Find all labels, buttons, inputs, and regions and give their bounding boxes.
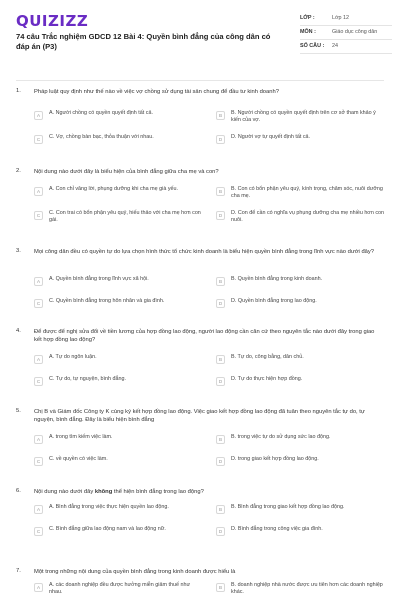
option-c[interactable] xyxy=(34,376,204,386)
option-letter-box: C xyxy=(34,377,43,386)
option-text: D. Bình đẳng trong công việc gia đình. xyxy=(231,526,323,532)
option-b[interactable] xyxy=(216,582,386,596)
option-letter-box: A xyxy=(34,277,43,286)
option-letter-box: B xyxy=(216,505,225,514)
quizizz-logo[interactable]: QUIZIZZ xyxy=(16,12,89,30)
meta-label: LỚP : xyxy=(300,15,315,21)
question-text: Chị B và Giám đốc Công ty K cùng ký kết hợp đồng lao động. Việc giao kết hợp đồng lao động đã tuân theo nguyên tắc tự do, tự nguyện, bình đẳng. Đây là biểu hiện bình đẳng xyxy=(34,409,365,423)
option-text: D. Quyền bình đẳng trong lao động. xyxy=(231,298,317,304)
question-number: 3. xyxy=(16,248,21,254)
option-a[interactable] xyxy=(34,276,204,286)
option-c[interactable] xyxy=(34,210,204,224)
option-text: B. Quyền bình đẳng trong kinh doanh. xyxy=(231,276,323,282)
option-b[interactable] xyxy=(216,504,386,514)
option-text: C. Con trai có bổn phận yêu quý, hiếu thảo với cha mẹ hơn con gái. xyxy=(49,210,201,223)
question-number: 1. xyxy=(16,88,21,94)
option-text: A. Tự do ngôn luận. xyxy=(49,354,97,360)
option-letter-box: B xyxy=(216,355,225,364)
option-d[interactable] xyxy=(216,298,386,308)
option-letter-box: D xyxy=(216,211,225,220)
question-number: 5. xyxy=(16,408,21,414)
option-letter-box: D xyxy=(216,457,225,466)
option-letter-box: C xyxy=(34,299,43,308)
question-list xyxy=(16,82,386,600)
option-b[interactable] xyxy=(216,434,386,444)
option-d[interactable] xyxy=(216,134,386,144)
question-1 xyxy=(16,82,386,162)
meta-label: MÔN : xyxy=(300,29,316,35)
question-7 xyxy=(16,562,386,600)
option-letter-box: C xyxy=(34,457,43,466)
option-letter-box: B xyxy=(216,435,225,444)
question-text: Để được để nghị sửa đổi về tiền lương của hợp đồng lao động, người lao động cần căn cứ theo nguyên tắc nào dưới đây trong giao kết hợp đồng lao động? xyxy=(34,329,375,343)
option-text: D. Tự do thực hiện hợp đồng. xyxy=(231,376,303,382)
option-c[interactable] xyxy=(34,298,204,308)
option-letter-box: B xyxy=(216,111,225,120)
option-letter-box: D xyxy=(216,527,225,536)
question-text: Mọi công dân đều có quyền tự do lựa chọn hình thức tổ chức kinh doanh là biểu hiện quyền bình đẳng trong lĩnh vực nào dưới đây? xyxy=(34,249,375,255)
option-letter-box: B xyxy=(216,187,225,196)
option-d[interactable] xyxy=(216,456,386,466)
option-text: A. Người chồng có quyền quyết định tất cả. xyxy=(49,110,153,116)
question-text-keyword: không xyxy=(94,489,113,495)
question-number: 4. xyxy=(16,328,21,334)
document-title: 74 câu Trắc nghiệm GDCD 12 Bài 4: Quyền bình đẳng của công dân có đáp án (P3) xyxy=(16,32,271,51)
option-d[interactable] xyxy=(216,526,386,536)
option-text: A. trong tìm kiếm việc làm. xyxy=(49,434,113,440)
question-4 xyxy=(16,322,386,402)
option-a[interactable] xyxy=(34,582,204,596)
option-letter-box: C xyxy=(34,135,43,144)
question-2 xyxy=(16,162,386,242)
option-letter-box: A xyxy=(34,355,43,364)
header-divider xyxy=(16,80,384,81)
option-b[interactable] xyxy=(216,276,386,286)
option-b[interactable] xyxy=(216,186,386,200)
question-6 xyxy=(16,482,386,562)
meta-value: 24 xyxy=(332,43,338,49)
option-text: C. Vợ, chồng bàn bạc, thỏa thuận với nhau. xyxy=(49,134,154,140)
option-text: B. Con có bổn phận yêu quý, kính trọng, chăm sóc, nuôi dưỡng cha mẹ. xyxy=(231,186,383,199)
option-c[interactable] xyxy=(34,456,204,466)
option-text: A. Bình đẳng trong việc thực hiện quyền lao động. xyxy=(49,504,169,510)
option-text: B. Bình đẳng trong giao kết hợp đồng lao động. xyxy=(231,504,345,510)
question-text: Nội dung nào dưới đây là biểu hiện của bình đẳng giữa cha mẹ và con? xyxy=(34,169,219,175)
option-a[interactable] xyxy=(34,504,204,514)
option-text: C. về quyền có việc làm. xyxy=(49,456,108,462)
header xyxy=(0,0,400,78)
question-text-after: thể hiện bình đẳng trong lao động? xyxy=(112,489,204,495)
option-text: D. Con để cần có nghĩa vụ phụng dưỡng cha mẹ nhiều hơn con nuôi. xyxy=(231,210,385,223)
option-a[interactable] xyxy=(34,110,204,120)
option-a[interactable] xyxy=(34,434,204,444)
option-text: B. trong việc tự do sử dụng sức lao động. xyxy=(231,434,331,440)
option-letter-box: A xyxy=(34,435,43,444)
option-letter-box: B xyxy=(216,277,225,286)
question-text xyxy=(34,488,379,496)
meta-row-class xyxy=(300,12,392,26)
option-a[interactable] xyxy=(34,186,204,196)
option-letter-box: C xyxy=(34,211,43,220)
question-text-before: Nội dung nào dưới đây xyxy=(34,489,95,495)
option-text: B. doanh nghiệp nhà nước được ưu tiên hơn các doanh nghiệp khác. xyxy=(231,582,383,595)
meta-label: SỐ CÂU : xyxy=(300,43,325,49)
option-letter-box: A xyxy=(34,187,43,196)
option-text: B. Người chồng có quyền quyết định trên cơ sở tham khảo ý kiến của vợ. xyxy=(231,110,376,123)
option-letter-box: A xyxy=(34,111,43,120)
option-letter-box: C xyxy=(34,527,43,536)
option-text: C. Bình đẳng giữa lao động nam và lao động nữ. xyxy=(49,526,166,532)
question-number: 2. xyxy=(16,168,21,174)
meta-panel xyxy=(300,12,392,54)
option-letter-box: D xyxy=(216,377,225,386)
question-text: Pháp luật quy định như thế nào về việc vợ chồng sử dụng tài sản chung để đầu tư kinh doanh? xyxy=(34,89,279,95)
option-b[interactable] xyxy=(216,110,386,124)
question-number: 7. xyxy=(16,568,21,574)
option-d[interactable] xyxy=(216,210,386,224)
option-letter-box: A xyxy=(34,505,43,514)
option-text: C. Quyền bình đẳng trong hôn nhân và gia đình. xyxy=(49,298,165,304)
question-3 xyxy=(16,242,386,322)
option-letter-box: A xyxy=(34,583,43,592)
option-d[interactable] xyxy=(216,376,386,386)
option-text: C. Tự do, tự nguyện, bình đẳng. xyxy=(49,376,126,382)
meta-row-count xyxy=(300,40,392,54)
option-text: D. Người vợ tự quyết định tất cả. xyxy=(231,134,311,140)
option-letter-box: B xyxy=(216,583,225,592)
meta-row-subject xyxy=(300,26,392,40)
option-letter-box: D xyxy=(216,299,225,308)
question-5 xyxy=(16,402,386,482)
question-text: Một trong những nội dung của quyền bình đẳng trong kinh doanh được hiểu là xyxy=(34,569,236,575)
option-text: B. Tự do, công bằng, dân chủ. xyxy=(231,354,304,360)
option-c[interactable] xyxy=(34,526,204,536)
option-c[interactable] xyxy=(34,134,204,144)
option-text: D. trong giao kết hợp đồng lao động. xyxy=(231,456,319,462)
meta-value: Lớp 12 xyxy=(332,15,350,21)
option-text: A. Quyền bình đẳng trong lĩnh vực xã hội. xyxy=(49,276,149,282)
option-letter-box: D xyxy=(216,135,225,144)
option-b[interactable] xyxy=(216,354,386,364)
question-number: 6. xyxy=(16,488,21,494)
option-text: A. Con chỉ vâng lời, phụng dưỡng khi cha mẹ già yếu. xyxy=(49,186,179,192)
option-a[interactable] xyxy=(34,354,204,364)
meta-value: Giáo dục công dân xyxy=(332,29,378,35)
option-text: A. các doanh nghiệp đều được hưởng miễn giảm thuế như nhau. xyxy=(49,582,191,595)
